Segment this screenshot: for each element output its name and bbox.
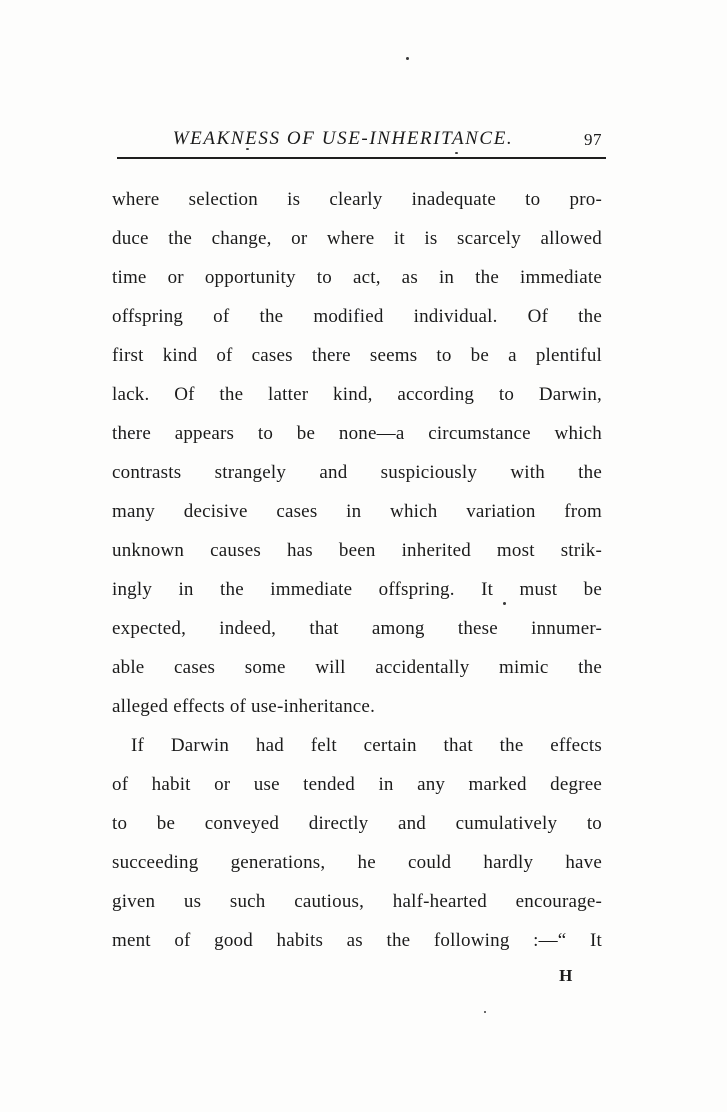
text-line: contrasts strangely and suspiciously with the bbox=[112, 462, 602, 483]
text-line: able cases some will accidentally mimic the bbox=[112, 657, 602, 678]
text-block bbox=[112, 180, 602, 960]
running-title: WEAKNESS OF USE-INHERITANCE. bbox=[172, 128, 514, 149]
page-header bbox=[112, 128, 604, 154]
text-line: If Darwin had felt certain that the effects bbox=[131, 735, 602, 756]
text-line: unknown causes has been inherited most strik- bbox=[112, 540, 602, 561]
text-line: many decisive cases in which variation from bbox=[112, 501, 602, 522]
text-line: where selection is clearly inadequate to pro- bbox=[112, 189, 602, 210]
text-line: given us such cautious, half-hearted encourage- bbox=[112, 891, 602, 912]
text-line: alleged effects of use-inheritance. bbox=[112, 696, 376, 717]
paragraph bbox=[112, 180, 602, 726]
signature-mark: H bbox=[559, 966, 573, 985]
scan-speck bbox=[406, 57, 409, 60]
text-line: to be conveyed directly and cumulatively to bbox=[112, 813, 602, 834]
text-line: time or opportunity to act, as in the immediate bbox=[112, 267, 602, 288]
paragraph bbox=[112, 726, 602, 960]
page-number: 97 bbox=[584, 130, 602, 149]
text-line: ment of good habits as the following :—“ It bbox=[112, 930, 602, 951]
text-line: duce the change, or where it is scarcely allowed bbox=[112, 228, 602, 249]
text-line: ingly in the immediate offspring. It must be bbox=[112, 579, 602, 600]
text-line: succeeding generations, he could hardly have bbox=[112, 852, 602, 873]
scan-speck bbox=[484, 1011, 486, 1013]
text-line: first kind of cases there seems to be a plentiful bbox=[112, 345, 602, 366]
text-line: of habit or use tended in any marked degree bbox=[112, 774, 602, 795]
text-line: there appears to be none—a circumstance which bbox=[112, 423, 602, 444]
text-line: offspring of the modified individual. Of the bbox=[112, 306, 602, 327]
text-line: expected, indeed, that among these innumer- bbox=[112, 618, 602, 639]
header-rule bbox=[117, 157, 606, 159]
text-line: lack. Of the latter kind, according to Darwin, bbox=[112, 384, 602, 405]
